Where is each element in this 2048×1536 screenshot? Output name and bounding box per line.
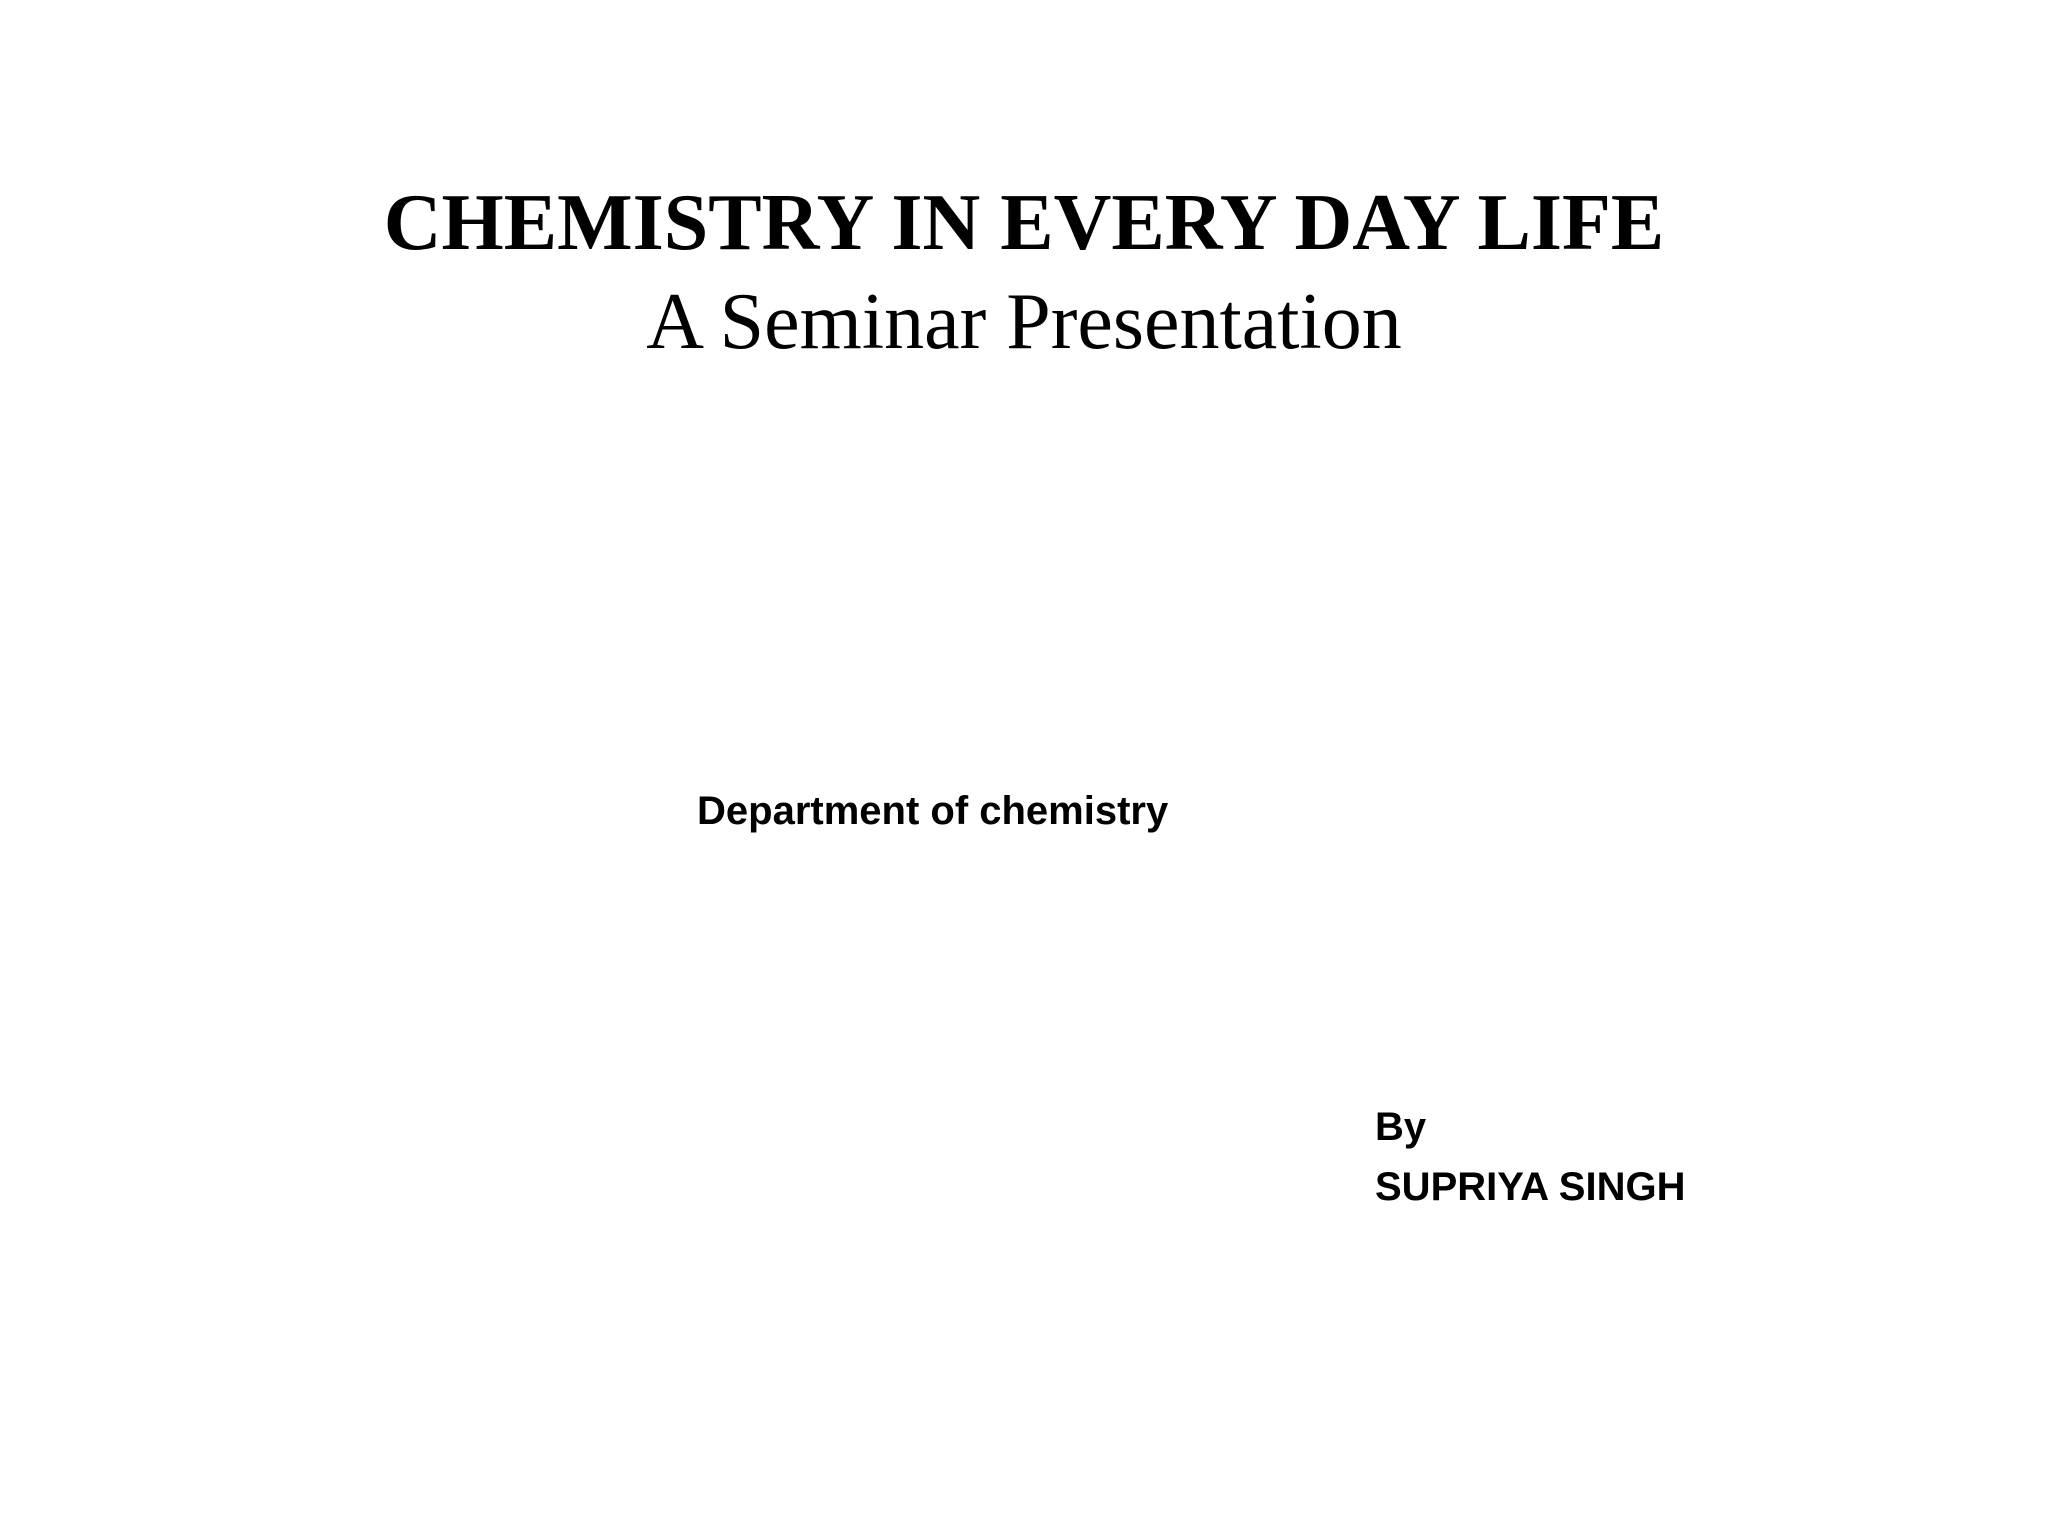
author-name: SUPRIYA SINGH <box>1375 1165 1686 1209</box>
department-label: Department of chemistry <box>697 789 1169 833</box>
slide-title: CHEMISTRY IN EVERY DAY LIFE <box>383 179 1665 267</box>
slide-subtitle: A Seminar Presentation <box>646 278 1402 366</box>
by-label: By <box>1375 1105 1427 1149</box>
author-block <box>1375 1097 1685 1217</box>
